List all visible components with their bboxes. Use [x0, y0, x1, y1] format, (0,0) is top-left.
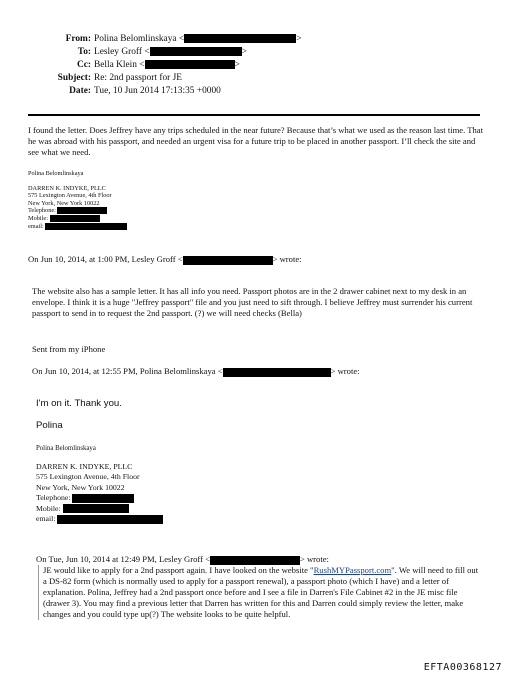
redaction-box: [45, 223, 127, 230]
to-row: [14, 46, 301, 59]
subject-label: Subject:: [57, 73, 91, 83]
cc-row: [14, 59, 301, 72]
signature-name: Polina Belomlinskaya: [36, 445, 96, 452]
message-text: I found the letter. Does Jeffrey have any trips scheduled in the near future? Because that’s what we used as the reason last time. That he was abroad with his passport, and needed an urgent visa for a future trip to be placed in another passport. I’ll check the site and see what we need.: [28, 125, 483, 157]
redaction-box: [223, 368, 331, 377]
signature-mobile: Mobile:: [36, 504, 256, 515]
close-bracket: >: [296, 34, 302, 44]
quoted-reply-line: I'm on it. Thank you.: [36, 398, 122, 409]
signature-firm: DARREN K. INDYKE, PLLC: [28, 184, 106, 192]
signature-address-line2: New York, New York 10022: [28, 199, 100, 207]
signature-block: [28, 170, 228, 230]
message-body: [28, 125, 483, 158]
signature-firm: DARREN K. INDYKE, PLLC: [36, 461, 133, 471]
to-value: Lesley Groff <: [94, 47, 150, 57]
website-link[interactable]: RushMYPassport.com: [313, 565, 392, 575]
signature-mobile: Mobile:: [28, 215, 228, 223]
quote-attribution: On Jun 10, 2014, at 12:55 PM, Polina Belomlinskaya < > wrote:: [32, 366, 360, 376]
from-row: [14, 33, 301, 46]
quoted-message-body: JE would like to apply for a 2nd passport again. I have looked on the website "RushMYPassport.com". We will need to fill out a DS-82 form (which is normally used to apply for a passport renewal), a passport photo (which I have) and a letter of explanation. Polina, Jeffrey had a 2nd passport once before and I see a file in Darren's File Cabinet #2 in the JE misc file (drawer 3). You may find a previous letter that Darren has written for this and Darren could simply review the letter, make changes and you could type up(?) The website looks to be quite helpful.: [38, 565, 483, 620]
signature-address-line2: New York, New York 10022: [36, 482, 125, 492]
from-value: Polina Belomlinskaya <: [94, 34, 185, 44]
redaction-box: [145, 60, 235, 69]
redaction-box: [150, 47, 242, 56]
redaction-box: [72, 494, 134, 503]
document-id: EFTA00368127: [423, 662, 502, 673]
email-header: [14, 33, 301, 98]
redaction-box: [210, 556, 300, 565]
quoted-reply-signoff: Polina: [36, 420, 63, 431]
date-label: Date:: [69, 86, 91, 96]
redaction-box: [57, 207, 107, 214]
signature-telephone: Telephone:: [28, 207, 228, 215]
signature-address-line1: 575 Lexington Avenue, 4th Floor: [36, 472, 140, 481]
quote-attribution: On Jun 10, 2014, at 1:00 PM, Lesley Groff < > wrote:: [28, 254, 302, 264]
quoted-signature-block: [36, 444, 256, 525]
close-bracket: >: [241, 47, 247, 57]
header-divider: [28, 114, 480, 116]
cc-value: Bella Klein <: [94, 60, 145, 70]
signature-address-line1: 575 Lexington Avenue, 4th Floor: [28, 192, 112, 200]
close-bracket: >: [234, 60, 240, 70]
from-label: From:: [65, 34, 91, 44]
subject-row: [14, 72, 301, 85]
signature-telephone: Telephone:: [36, 493, 256, 504]
subject-value: Re: 2nd passport for JE: [94, 73, 183, 83]
quote-attribution: On Tue, Jun 10, 2014 at 12:49 PM, Lesley Groff < > wrote:: [36, 554, 329, 564]
redaction-box: [57, 515, 163, 524]
redaction-box: [184, 34, 296, 43]
quoted-message-body: [32, 286, 482, 319]
to-label: To:: [77, 47, 91, 57]
cc-label: Cc:: [76, 60, 91, 70]
redaction-box: [50, 215, 100, 222]
date-value: Tue, 10 Jun 2014 17:13:35 +0000: [94, 86, 221, 96]
redaction-box: [63, 504, 129, 513]
date-row: [14, 85, 301, 98]
signature-email: email:: [28, 223, 228, 231]
sent-from-line: Sent from my iPhone: [32, 344, 106, 354]
signature-name: Polina Belomlinskaya: [28, 170, 84, 177]
signature-email: email:: [36, 514, 256, 525]
quoted-text: The website also has a sample letter. It has all info you need. Passport photos are in the 2 drawer cabinet next to my desk in an envelope. I think it is a huge "Jeffrey passport" file and you just need to sift through. I believe Jeffrey must surrender his current passport to send in to request the 2nd passport. (?) we will need checks (Bella): [32, 286, 473, 318]
redaction-box: [183, 256, 273, 265]
